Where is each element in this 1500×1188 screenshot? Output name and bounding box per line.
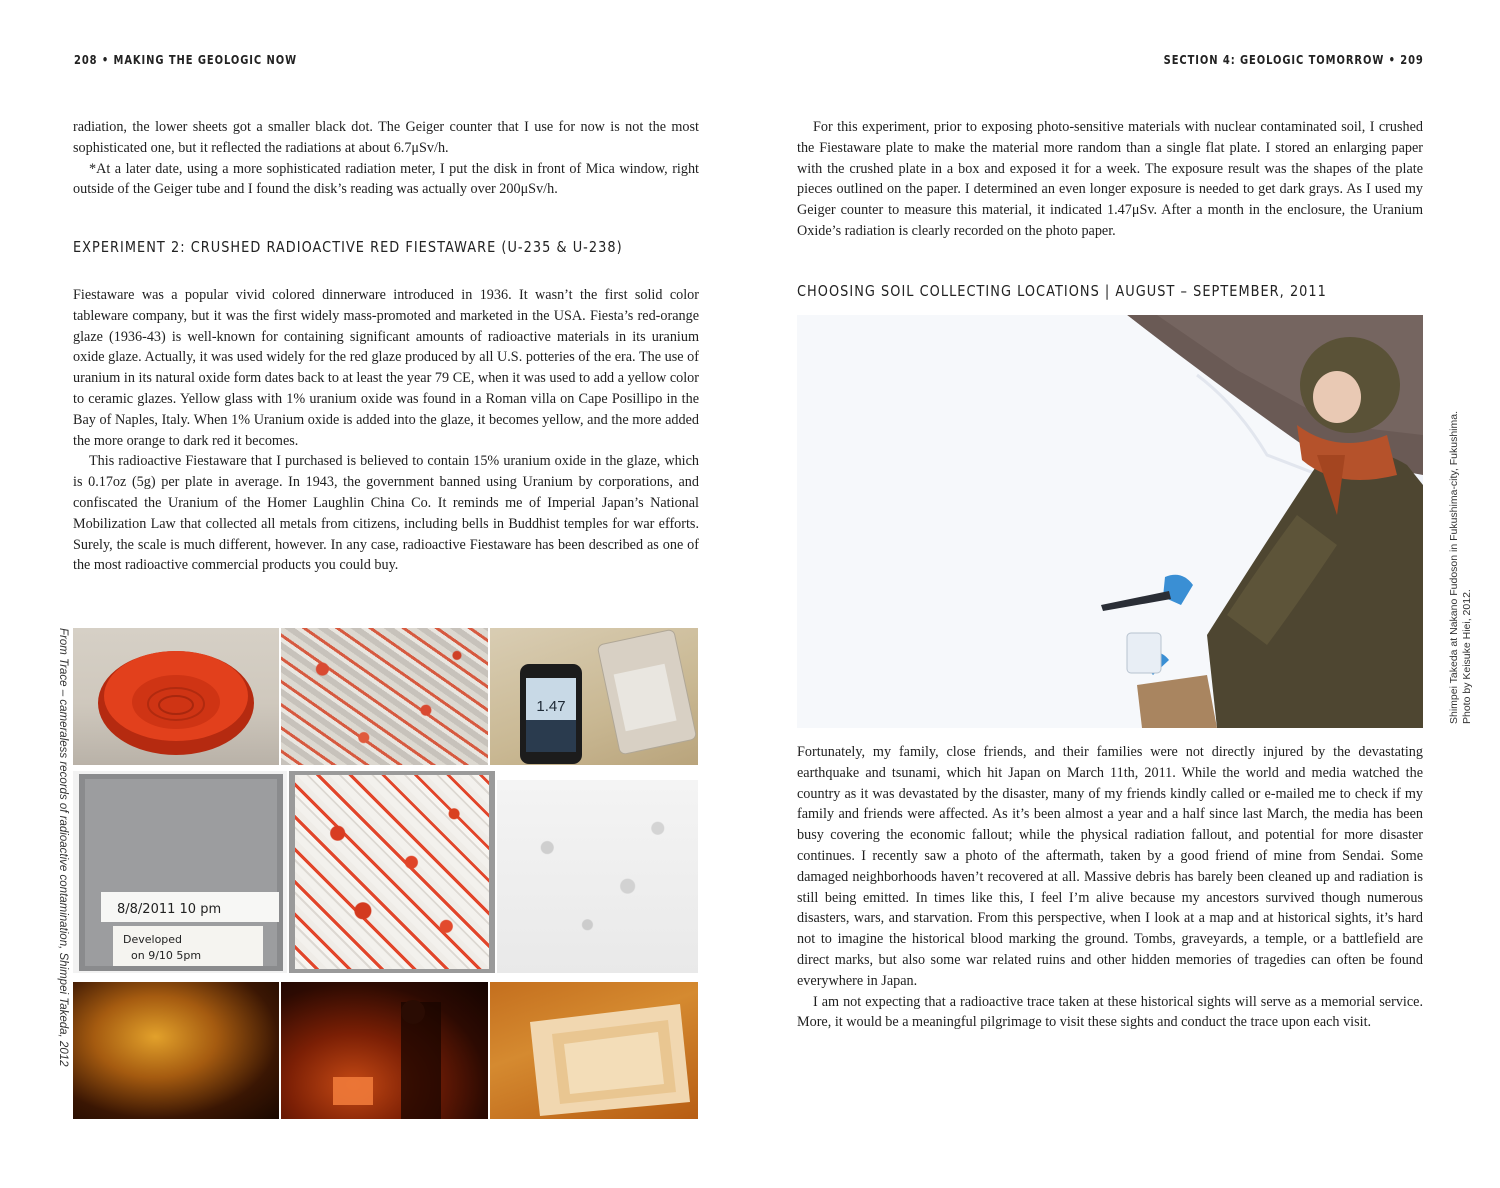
photo-crushed-shards — [281, 628, 488, 765]
photo-credit-left — [57, 628, 69, 1067]
photo-red-bowl — [73, 628, 279, 765]
credit-suffix: , Shimpei Takeda, 2012 — [57, 946, 69, 1067]
phone-reading: 1.47 — [536, 698, 566, 715]
paragraph: I am not expecting that a radioactive trace taken at these historical sights will serve as a memorial service. More, it would be a meaningful pilgrimage to visit these sights and conduct the trace upon each visit. — [797, 993, 1423, 1031]
paragraph: Fiestaware was a popular vivid colored dinnerware introduced in 1936. It wasn’t the first solid color tableware company, but it was the first widely mass-promoted and marketed in the USA. Fiesta’s red-orange glaze (1936-43) is well-known for containing significant amounts of radioactive materials in its uranium oxide glaze. Actually, it was used widely for the red glaze produced by all U.S. potteries of the era. The use of uranium in its natural oxide form dates back to at least the year 79 CE, when it was used to add a yellow color to ceramic glazes. Yellow glass with 1% uranium oxide was found in a Roman villa on Cape Posillipo in the Bay of Naples, Italy. When 1% Uranium oxide is added into the glaze, it becomes yellow, and the more added the more orange to dark red it becomes. — [73, 287, 699, 449]
photo-darkroom-artist — [281, 982, 488, 1119]
right-page-body — [797, 742, 1423, 1033]
photo-shards-in-box — [289, 771, 495, 973]
photo-geiger-phone — [490, 628, 698, 765]
paragraph: Fortunately, my family, close friends, and their families were not directly injured by the devastating earthquake and tsunami, which hit Japan on March 11th, 2011. While the world and media watched the country as it was devastated by the disaster, many of my friends kindly called or e-mailed me to check if my family and friends were affected. As it’s been almost a year and a half since last March, the media has been busy covering the economic fallout; while the physical radiation fallout, and potential for more disaster continues. I recently saw a photo of the aftermath, taken by a good friend of mine from Sendai. Some damaged neighborhoods haven’t recovered at all. Massive debris has barely been cleaned up and radiation is still being emitted. In times like this, I feel I’m alive because my ancestors survived though numerous disasters, wars, and starvation. From this perspective, when I look at a map and at historical sights, it’s hard not to imagine the historical blood marking the ground. Tombs, graveyards, a temple, or a battlefield are direct marks, but also some war related ruins and other hidden memories of tragedies can often be found everywhere in Japan. — [797, 744, 1423, 989]
photo-darkroom-tray — [73, 982, 279, 1119]
section-heading-soil-locations: CHOOSING SOIL COLLECTING LOCATIONS | AUGUST – SEPTEMBER, 2011 — [797, 282, 1327, 300]
photo-metal-box — [73, 771, 287, 973]
credit-title: Trace – cameraless records of radioactive contamination — [57, 658, 69, 947]
credit-line: Shimpei Takeda at Nakano Fudoson in Fukushima-city, Fukushima. — [1448, 410, 1460, 724]
photo-exposure-print — [497, 780, 698, 973]
right-page-intro — [797, 117, 1423, 242]
running-head-left: 208 • MAKING THE GEOLOGIC NOW — [74, 53, 297, 67]
box-label-developed-date: on 9/10 5pm — [131, 949, 202, 962]
left-page-intro — [73, 117, 699, 200]
fiestaware-photo-grid — [73, 628, 698, 1119]
paragraph: radiation, the lower sheets got a smaller black dot. The Geiger counter that I use for now is not the most sophisticated one, but it reflected the radiations at about 6.7μSv/h. — [73, 119, 699, 156]
paragraph: For this experiment, prior to exposing photo-sensitive materials with nuclear contaminated soil, I crushed the Fiestaware plate to make the material more random than a single flat plate. I stored an enlarging paper with the crushed plate in a box and exposed it for a week. The exposure result was the shapes of the plate pieces outlined on the paper. I determined an even longer exposure is needed to get dark grays. As I used my Geiger counter to measure this material, it indicated 1.47μSv. After a month in the enclosure, the Uranium Oxide’s radiation is clearly recorded on the photo paper. — [797, 119, 1423, 239]
left-page-body — [73, 285, 699, 576]
photo-credit-right — [1448, 411, 1474, 724]
box-label-date: 8/8/2011 10 pm — [117, 902, 222, 917]
running-head-right: SECTION 4: GEOLOGIC TOMORROW • 209 — [1163, 53, 1424, 67]
box-label-developed: Developed — [123, 933, 183, 946]
credit-prefix: From — [57, 628, 69, 659]
paragraph: *At a later date, using a more sophisticated radiation meter, I put the disk in front of Mica window, right outside of the Geiger tube and I found the disk’s reading was actually over 200μSv/h. — [73, 160, 699, 198]
photo-soil-collecting-in-snow — [797, 315, 1423, 728]
section-heading-experiment-2: EXPERIMENT 2: CRUSHED RADIOACTIVE RED FIESTAWARE (U-235 & U-238) — [73, 238, 623, 256]
credit-line: Photo by Keisuke Hiei, 2012. — [1461, 589, 1473, 724]
paragraph: This radioactive Fiestaware that I purchased is believed to contain 15% uranium oxide in the glaze, which is 0.17oz (5g) per plate in average. In 1943, the government banned using Uranium by corporations, and confiscated the Uranium of the Homer Laughlin China Co. It reminds me of Imperial Japan’s National Mobilization Law that collected all metals from citizens, including bells in Buddhist temples for war efforts. Surely, the scale is much different, however. In any case, radioactive Fiestaware has been described as one of the most radioactive commercial products you could buy. — [73, 453, 699, 574]
photo-developing-tray — [490, 982, 698, 1119]
